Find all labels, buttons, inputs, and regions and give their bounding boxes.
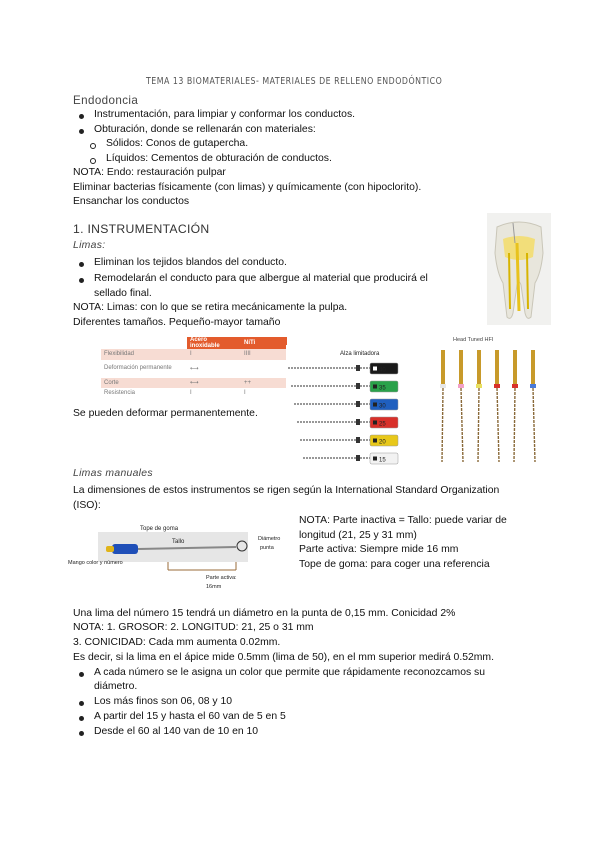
- diagram-label-activa-2: 16mm: [206, 584, 222, 590]
- table-header: NiTi: [241, 337, 287, 349]
- bullet-dot: [79, 278, 84, 283]
- text-line: Ensanchar los conductos: [73, 196, 190, 207]
- table-cell: I: [244, 390, 246, 397]
- section-heading-endodoncia: Endodoncia: [73, 94, 139, 107]
- rotary-files-photo: [433, 334, 545, 468]
- list-item: Líquidos: Cementos de obturación de conductos.: [106, 153, 332, 164]
- text-line: NOTA: Limas: con lo que se retira mecánicamente la pulpa.: [73, 302, 348, 313]
- file-size-marker: [373, 367, 377, 371]
- table-cell: ++: [241, 378, 287, 389]
- table-row: [101, 349, 287, 360]
- diagram-label-activa-1: Parte activa:: [206, 575, 237, 581]
- bullet-dot: [79, 731, 84, 736]
- text-line: La dimensiones de estos instrumentos se rigen según la International Standard Organization: [73, 485, 500, 496]
- rotary-file-ring: [458, 384, 464, 388]
- diagram-label-tope: Tope de goma: [140, 526, 179, 532]
- page-title: TEMA 13 BIOMATERIALES- MATERIALES DE RELLENO ENDODÓNTICO: [146, 76, 443, 87]
- file-stopper: [356, 419, 360, 425]
- table-cell: ⟷: [190, 366, 199, 372]
- bullet-dot: [79, 114, 84, 119]
- bullet-dot: [79, 262, 84, 267]
- rotary-file-handle: [495, 350, 499, 384]
- file-stopper: [356, 383, 360, 389]
- file-size-label: 20: [379, 439, 386, 446]
- files-photo-label: Alza limitadora: [340, 351, 380, 357]
- diagram-label-tallo: Tallo: [172, 539, 185, 545]
- table-row: [101, 388, 287, 399]
- rotary-file-handle: [531, 350, 535, 384]
- text-line: Una lima del número 15 tendrá un diámetro en la punta de 0,15 mm. Conicidad 2%: [73, 608, 456, 619]
- file-stopper: [356, 365, 360, 371]
- file-size-marker: [373, 439, 377, 443]
- table-cell: [241, 360, 287, 378]
- rotary-file-handle: [513, 350, 517, 384]
- rotary-file-ring: [530, 384, 536, 388]
- section-heading-instrumentacion: 1. INSTRUMENTACIÓN: [73, 222, 210, 236]
- text-line: Parte activa: Siempre mide 16 mm: [299, 544, 459, 555]
- text-line: NOTA: 1. GROSOR: 2. LONGITUD: 21, 25 o 31 mm: [73, 622, 314, 633]
- files-photo: [286, 345, 408, 473]
- text-line: (ISO):: [73, 500, 101, 511]
- bullet-circle: [90, 143, 96, 149]
- table-cell: Flexibilidad: [101, 349, 187, 360]
- list-item: Sólidos: Conos de gutapercha.: [106, 138, 249, 149]
- diagram-label-diametro-2: punta: [260, 545, 274, 551]
- bullet-circle: [90, 158, 96, 164]
- file-size-marker: [373, 457, 377, 461]
- table-cell: Corte: [101, 378, 187, 389]
- rotary-file-ring: [476, 384, 482, 388]
- diagram-label-diametro-1: Diámetro: [258, 536, 281, 542]
- file-stopper: [356, 455, 360, 461]
- text-line: Tope de goma: para coger una referencia: [299, 559, 490, 570]
- bullet-dot: [79, 701, 84, 706]
- bullet-dot: [79, 716, 84, 721]
- file-size-marker: [373, 421, 377, 425]
- table-header-empty: [101, 337, 187, 349]
- file-size-label: 25: [379, 421, 386, 428]
- text-line: NOTA: Parte inactiva = Tallo: puede variar de: [299, 515, 507, 526]
- list-item: Los más finos son 06, 08 y 10: [94, 696, 233, 707]
- list-item: Obturación, donde se rellenarán con materiales:: [94, 124, 316, 135]
- text-line: 3. CONICIDAD: Cada mm aumenta 0.02mm.: [73, 637, 281, 648]
- list-item: A partir del 15 y hasta el 60 van de 5 en 5: [94, 711, 286, 722]
- diagram-label-mango: Mango color y número: [68, 560, 123, 566]
- table-cell: IIII: [241, 349, 287, 360]
- list-item: Eliminan los tejidos blandos del conducto.: [94, 257, 287, 268]
- list-item-continuation: diámetro.: [94, 681, 138, 692]
- subheading-limas-manuales: Limas manuales: [73, 468, 153, 479]
- rotary-file-handle: [459, 350, 463, 384]
- table-row: [101, 360, 287, 378]
- tooth-image: [487, 213, 551, 325]
- text-line: Eliminar bacterias físicamente (con limas) y químicamente (con hipoclorito).: [73, 182, 422, 193]
- rotary-file-ring: [512, 384, 518, 388]
- list-item: A cada número se le asigna un color que permite que rápidamente reconozcamos su: [94, 667, 486, 678]
- rotary-photo-label: Head Tuned HFI: [453, 337, 494, 343]
- table-cell: I: [190, 390, 192, 397]
- bullet-dot: [79, 129, 84, 134]
- list-item: Instrumentación, para limpiar y conformar los conductos.: [94, 109, 356, 120]
- rotary-file-ring: [440, 384, 446, 388]
- subheading-limas: Limas:: [73, 240, 106, 251]
- table-cell: Deformación permanente: [104, 365, 172, 371]
- list-item: Remodelarán el conducto para que albergue al material que producirá el: [94, 273, 428, 284]
- list-item-continuation: sellado final.: [94, 288, 152, 299]
- table-row: [101, 378, 287, 389]
- rotary-file-handle: [441, 350, 445, 384]
- file-size-label: 30: [379, 403, 386, 410]
- text-line: Es decir, si la lima en el ápice mide 0.5mm (lima de 50), en el mm superior medirá 0.52mm.: [73, 652, 494, 663]
- rotary-file-handle: [477, 350, 481, 384]
- text-line: Diferentes tamaños. Pequeño-mayor tamaño: [73, 317, 281, 328]
- comparison-table: [101, 337, 287, 399]
- rotary-file-ring: [494, 384, 500, 388]
- file-size-label: 15: [379, 457, 386, 464]
- table-cell: ⟷: [187, 378, 241, 389]
- file-stopper: [356, 401, 360, 407]
- file-size-label: 35: [379, 385, 386, 392]
- text-line: Se pueden deformar permanentemente.: [73, 408, 258, 419]
- bullet-dot: [79, 672, 84, 677]
- file-size-marker: [373, 403, 377, 407]
- table-cell: I: [187, 349, 241, 360]
- text-line: NOTA: Endo: restauración pulpar: [73, 167, 226, 178]
- file-size-marker: [373, 385, 377, 389]
- table-header: Acero inoxidable: [187, 337, 241, 349]
- file-size-label: 40: [379, 367, 386, 374]
- table-cell: Resistencia: [104, 390, 136, 397]
- text-line: longitud (21, 25 y 31 mm): [299, 530, 417, 541]
- list-item: Desde el 60 al 140 van de 10 en 10: [94, 726, 259, 737]
- file-stopper: [356, 437, 360, 443]
- file-diagram: [68, 522, 288, 594]
